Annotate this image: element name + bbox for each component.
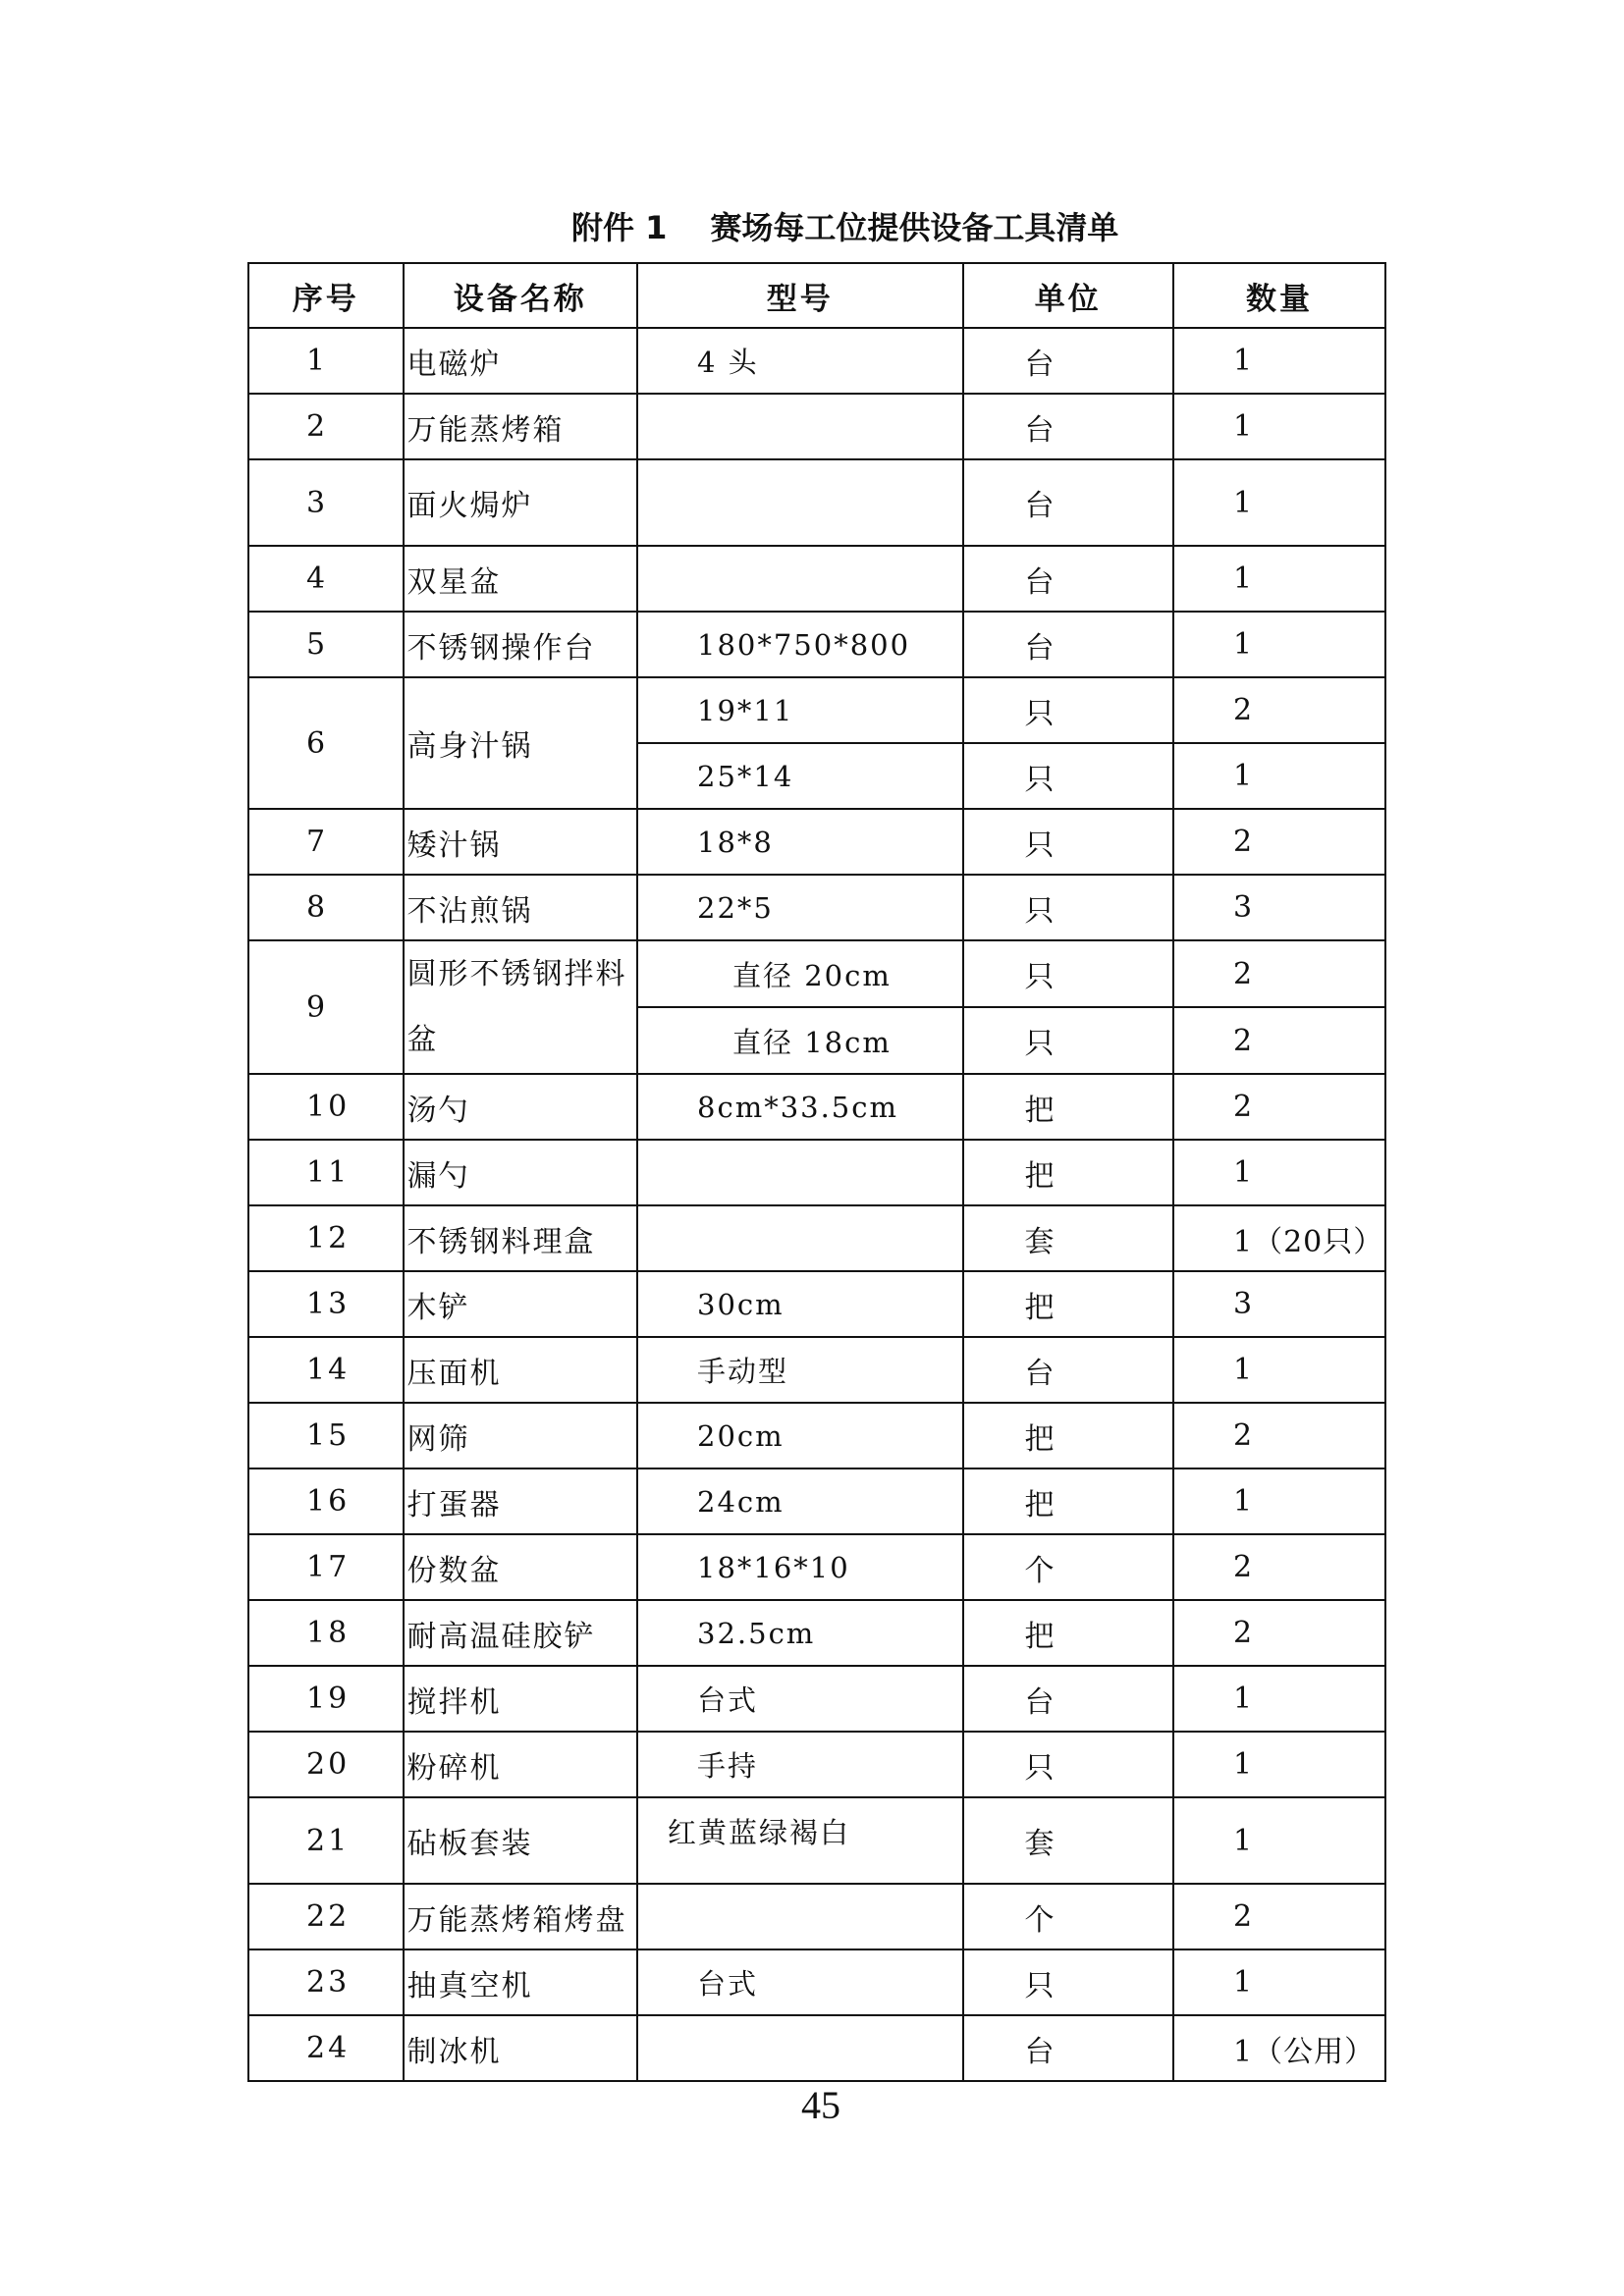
cell-unit: 台 [963,612,1174,677]
cell-name: 漏勺 [404,1140,638,1205]
cell-name: 不沾煎锅 [404,875,638,940]
cell-model: 20cm [637,1403,963,1468]
table-row [248,1205,1385,1271]
cell-model [637,1140,963,1205]
cell-model [637,2015,963,2081]
table-row [248,1949,1385,2015]
cell-no: 17 [248,1534,404,1600]
cell-model: 19*11 [637,677,963,743]
cell-no: 13 [248,1271,404,1337]
cell-model: 30cm [637,1271,963,1337]
cell-unit: 只 [963,1007,1174,1074]
cell-no: 19 [248,1666,404,1732]
header-no: 序号 [248,263,404,328]
cell-no: 18 [248,1600,404,1666]
cell-model [637,1884,963,1949]
table-row [248,328,1385,394]
cell-unit: 把 [963,1140,1174,1205]
cell-model: 台式 [637,1666,963,1732]
cell-unit: 台 [963,394,1174,459]
header-model: 型号 [637,263,963,328]
cell-name: 份数盆 [404,1534,638,1600]
document-title [571,204,1118,251]
cell-name: 不锈钢操作台 [404,612,638,677]
table-row [248,677,1385,743]
cell-no: 9 [248,940,404,1074]
cell-qty: 1 [1173,459,1385,546]
cell-unit: 只 [963,809,1174,875]
page-number: 45 [801,2083,840,2127]
cell-no: 15 [248,1403,404,1468]
cell-model: 32.5cm [637,1600,963,1666]
cell-unit: 台 [963,1337,1174,1403]
cell-model: 台式 [637,1949,963,2015]
cell-name: 耐高温硅胶铲 [404,1600,638,1666]
table-row [248,2015,1385,2081]
table-header-row [248,263,1385,328]
cell-unit: 台 [963,546,1174,612]
cell-no: 8 [248,875,404,940]
table-row [248,1403,1385,1468]
table-row [248,1534,1385,1600]
table-row [248,875,1385,940]
cell-model: 25*14 [637,743,963,809]
cell-unit: 只 [963,743,1174,809]
cell-name: 砧板套装 [404,1797,638,1884]
cell-no: 24 [248,2015,404,2081]
cell-no: 20 [248,1732,404,1797]
cell-model: 18*8 [637,809,963,875]
cell-model: 直径 18cm [637,1007,963,1074]
cell-model: 手动型 [637,1337,963,1403]
cell-model: 8cm*33.5cm [637,1074,963,1140]
cell-name: 电磁炉 [404,328,638,394]
cell-name: 打蛋器 [404,1468,638,1534]
cell-unit: 台 [963,328,1174,394]
cell-model: 红黄蓝绿褐白 [637,1797,963,1884]
cell-qty: 1 [1173,546,1385,612]
cell-qty: 1（公用） [1173,2015,1385,2081]
table-row [248,459,1385,546]
cell-unit: 只 [963,1732,1174,1797]
cell-qty: 2 [1173,1403,1385,1468]
cell-qty: 1 [1173,1732,1385,1797]
cell-no: 16 [248,1468,404,1534]
cell-qty: 1 [1173,612,1385,677]
title-prefix: 附件 1 [571,209,668,246]
cell-unit: 个 [963,1884,1174,1949]
table-row [248,1074,1385,1140]
cell-name: 粉碎机 [404,1732,638,1797]
table-row [248,612,1385,677]
cell-unit: 套 [963,1205,1174,1271]
cell-unit: 把 [963,1074,1174,1140]
cell-model: 18*16*10 [637,1534,963,1600]
title-text: 赛场每工位提供设备工具清单 [710,209,1119,246]
cell-no: 10 [248,1074,404,1140]
cell-name: 网筛 [404,1403,638,1468]
equipment-table [247,262,1386,2082]
cell-model [637,546,963,612]
cell-name: 压面机 [404,1337,638,1403]
cell-qty: 3 [1173,875,1385,940]
table-row [248,1732,1385,1797]
cell-unit: 把 [963,1403,1174,1468]
cell-qty: 1 [1173,743,1385,809]
table-row [248,1884,1385,1949]
cell-qty: 1（20只） [1173,1205,1385,1271]
cell-qty: 1 [1173,1337,1385,1403]
cell-name: 制冰机 [404,2015,638,2081]
cell-qty: 1 [1173,1666,1385,1732]
cell-qty: 1 [1173,1468,1385,1534]
cell-qty: 1 [1173,1140,1385,1205]
cell-no: 2 [248,394,404,459]
cell-qty: 2 [1173,1074,1385,1140]
cell-no: 21 [248,1797,404,1884]
cell-model: 直径 20cm [637,940,963,1007]
cell-model: 180*750*800 [637,612,963,677]
cell-unit: 套 [963,1797,1174,1884]
cell-model: 24cm [637,1468,963,1534]
cell-no: 11 [248,1140,404,1205]
header-name: 设备名称 [404,263,638,328]
cell-name: 万能蒸烤箱烤盘 [404,1884,638,1949]
cell-model [637,394,963,459]
cell-name: 抽真空机 [404,1949,638,2015]
cell-no: 1 [248,328,404,394]
cell-no: 4 [248,546,404,612]
cell-model [637,459,963,546]
cell-qty: 2 [1173,677,1385,743]
cell-name: 汤勺 [404,1074,638,1140]
cell-unit: 只 [963,875,1174,940]
cell-unit: 台 [963,2015,1174,2081]
cell-name: 不锈钢料理盒 [404,1205,638,1271]
cell-qty: 2 [1173,1884,1385,1949]
cell-no: 5 [248,612,404,677]
cell-model [637,1205,963,1271]
cell-no: 14 [248,1337,404,1403]
header-unit: 单位 [963,263,1174,328]
cell-unit: 把 [963,1600,1174,1666]
table-row [248,1797,1385,1884]
cell-name: 双星盆 [404,546,638,612]
cell-qty: 1 [1173,394,1385,459]
cell-unit: 把 [963,1468,1174,1534]
cell-no: 22 [248,1884,404,1949]
cell-name: 木铲 [404,1271,638,1337]
cell-name [404,940,638,1074]
cell-unit: 台 [963,1666,1174,1732]
header-qty: 数量 [1173,263,1385,328]
cell-model: 22*5 [637,875,963,940]
cell-unit: 把 [963,1271,1174,1337]
cell-unit: 个 [963,1534,1174,1600]
cell-model: 手持 [637,1732,963,1797]
cell-name: 高身汁锅 [404,677,638,809]
cell-name: 矮汁锅 [404,809,638,875]
table-row [248,1600,1385,1666]
cell-qty: 1 [1173,1949,1385,2015]
cell-name: 万能蒸烤箱 [404,394,638,459]
cell-qty: 2 [1173,1534,1385,1600]
cell-qty: 2 [1173,940,1385,1007]
cell-qty: 2 [1173,1007,1385,1074]
table-row [248,1337,1385,1403]
table-row [248,1468,1385,1534]
cell-qty: 2 [1173,1600,1385,1666]
cell-no: 12 [248,1205,404,1271]
cell-unit: 只 [963,940,1174,1007]
table-row [248,1666,1385,1732]
cell-qty: 1 [1173,328,1385,394]
cell-qty: 1 [1173,1797,1385,1884]
table-row [248,1140,1385,1205]
cell-unit: 只 [963,677,1174,743]
cell-no: 6 [248,677,404,809]
table-row [248,546,1385,612]
cell-qty: 2 [1173,809,1385,875]
table-row [248,940,1385,1007]
cell-name: 搅拌机 [404,1666,638,1732]
cell-model: 4 头 [637,328,963,394]
cell-unit: 只 [963,1949,1174,2015]
cell-no: 7 [248,809,404,875]
cell-no: 3 [248,459,404,546]
cell-name-text: 圆形不锈钢拌料盆 [406,957,627,1057]
cell-name: 面火焗炉 [404,459,638,546]
table-row [248,1271,1385,1337]
cell-unit: 台 [963,459,1174,546]
table-row [248,394,1385,459]
cell-no: 23 [248,1949,404,2015]
cell-qty: 3 [1173,1271,1385,1337]
table-row [248,809,1385,875]
